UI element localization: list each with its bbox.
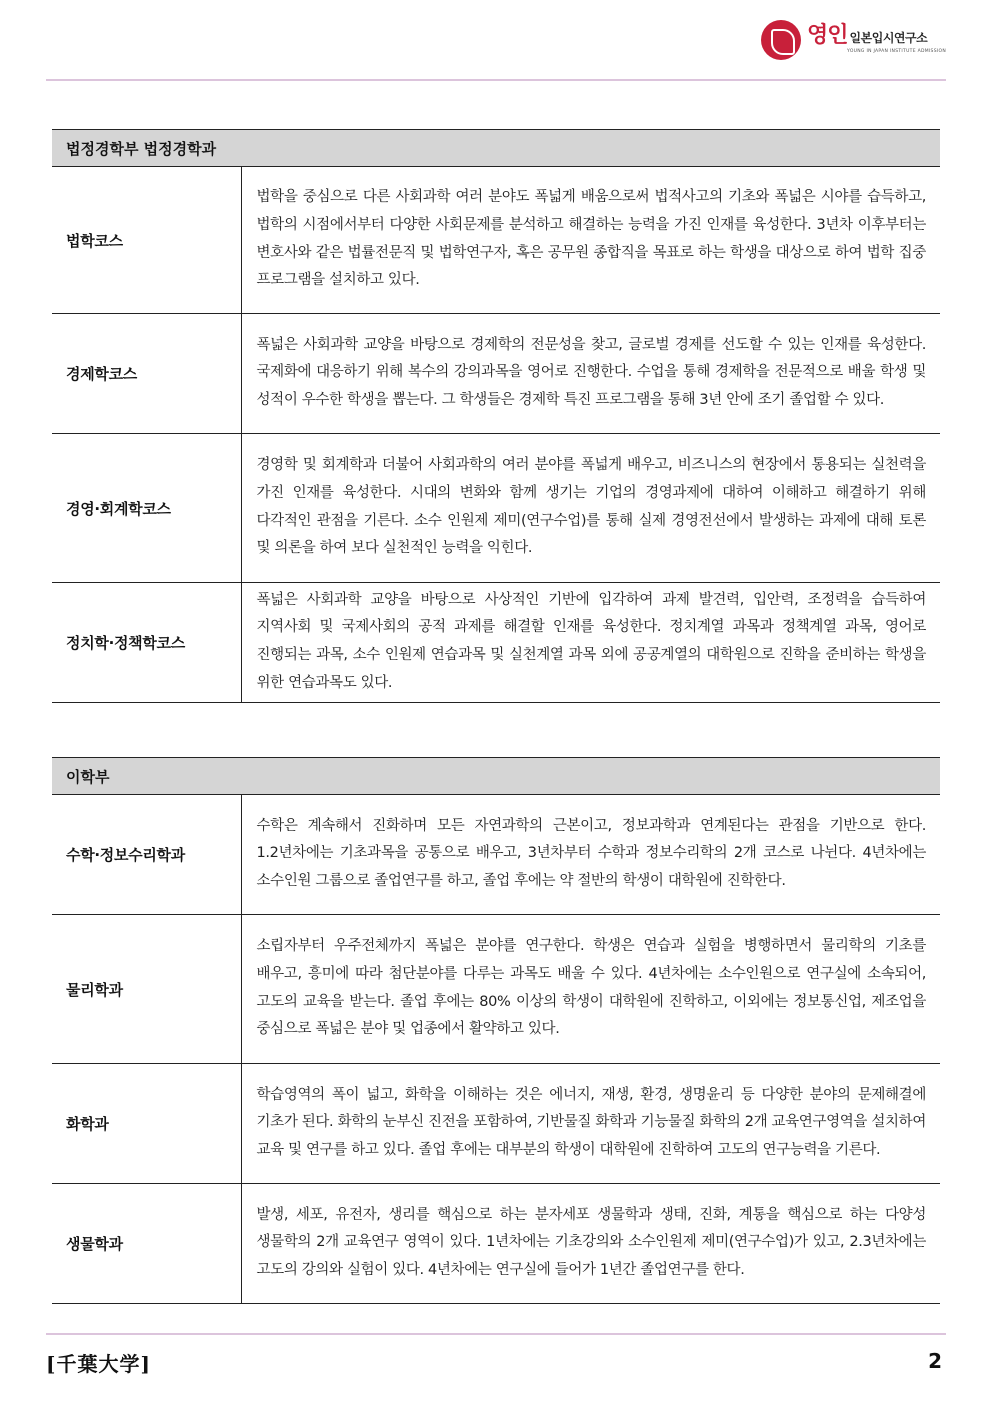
section-law-politics-economics bbox=[52, 129, 940, 703]
course-name: 법학코스 bbox=[52, 167, 241, 314]
course-name: 경영·회계학코스 bbox=[52, 434, 241, 583]
course-description: 법학을 중심으로 다른 사회과학 여러 분야도 폭넓게 배움으로써 법적사고의 기초와 폭넓은 시야를 습득하고, 법학의 시점에서부터 다양한 사회문제를 분석하고 해결하는 능력을 가진 인재를 육성한다. 3년차 이후부터는 변호사와 같은 법률전문직 및 법학연구자, 혹은 공무원 종합직을 목표로 하는 학생을 대상으로 하여 법학 집중 프로그램을 설치하고 있다. bbox=[241, 167, 940, 314]
table-row bbox=[52, 1064, 940, 1184]
course-description: 발생, 세포, 유전자, 생리를 핵심으로 하는 분자세포 생물학과 생태, 진화, 계통을 핵심으로 하는 다양성 생물학의 2개 교육연구 영역이 있다. 1년차에는 기초강의와 소수인원제 제미(연구수업)가 있고, 2.3년차에는 고도의 강의와 실험이 있다. 4년차에는 연구실에 들어가 1년간 졸업연구를 한다. bbox=[241, 1184, 940, 1304]
page-number: 2 bbox=[928, 1349, 942, 1373]
footer-divider bbox=[46, 1333, 946, 1335]
course-name: 경제학코스 bbox=[52, 314, 241, 434]
logo-emblem-icon bbox=[761, 20, 801, 60]
brand-name: 영인 bbox=[807, 23, 848, 49]
table-row bbox=[52, 795, 940, 915]
course-description: 소립자부터 우주전체까지 폭넓은 분야를 연구한다. 학생은 연습과 실험을 병행하면서 물리학의 기초를 배우고, 흥미에 따라 첨단분야를 다루는 과목도 배울 수 있다. 4년차에는 소수인원으로 연구실에 소속되어, 고도의 교육을 받는다. 졸업 후에는 80% 이상의 학생이 대학원에 진학하고, 이외에는 정보통신업, 제조업을 중심으로 폭넓은 분야 및 업종에서 활약하고 있다. bbox=[241, 915, 940, 1064]
brand-logo bbox=[761, 20, 946, 60]
course-description: 학습영역의 폭이 넓고, 화학을 이해하는 것은 에너지, 재생, 환경, 생명윤리 등 다양한 분야의 문제해결에 기초가 된다. 화학의 눈부신 진전을 포함하여, 기반물질 화학과 기능물질 화학의 2개 교육연구영역을 설치하여 교육 및 연구를 하고 있다. 졸업 후에는 대부분의 학생이 대학원에 진학하여 고도의 연구능력을 기른다. bbox=[241, 1064, 940, 1184]
brand-subtitle: 일본입시연구소 bbox=[849, 31, 928, 46]
course-name: 화학과 bbox=[52, 1064, 241, 1184]
table-row bbox=[52, 167, 940, 314]
table-row bbox=[52, 915, 940, 1064]
table-row bbox=[52, 1184, 940, 1304]
table-row bbox=[52, 434, 940, 583]
course-description: 수학은 계속해서 진화하며 모든 자연과학의 근본이고, 정보과학과 연계된다는 관점을 기반으로 한다. 1.2년차에는 기초과목을 공통으로 배우고, 3년차부터 수학과 정보수리학의 2개 코스로 나뉜다. 4년차에는 소수인원 그룹으로 졸업연구를 하고, 졸업 후에는 약 절반의 학생이 대학원에 진학한다. bbox=[241, 795, 940, 915]
course-description: 폭넓은 사회과학 교양을 바탕으로 사상적인 기반에 입각하여 과제 발견력, 입안력, 조정력을 습득하여 지역사회 및 국제사회의 공적 과제를 해결할 인재를 육성한다. 정치계열 과목과 정책계열 과목, 영어로 진행되는 과목, 소수 인원제 연습과목 및 실천계열 과목 외에 공공계열의 대학원으로 진학을 준비하는 학생을 위한 연습과목도 있다. bbox=[241, 583, 940, 703]
course-description: 폭넓은 사회과학 교양을 바탕으로 경제학의 전문성을 찾고, 글로벌 경제를 선도할 수 있는 인재를 육성한다. 국제화에 대응하기 위해 복수의 강의과목을 영어로 진행한다. 수업을 통해 경제학을 전문적으로 배울 학생 및 성적이 우수한 학생을 뽑는다. 그 학생들은 경제학 특진 프로그램을 통해 3년 안에 조기 졸업할 수 있다. bbox=[241, 314, 940, 434]
brand-english: YOUNG IN JAPAN INSTITUTE ADMISSION bbox=[847, 49, 946, 55]
course-description: 경영학 및 회계학과 더불어 사회과학의 여러 분야를 폭넓게 배우고, 비즈니스의 현장에서 통용되는 실천력을 가진 인재를 육성한다. 시대의 변화와 함께 생기는 기업의 경영과제에 대하여 이해하고 해결하기 위해 다각적인 관점을 기른다. 소수 인원제 제미(연구수업)를 통해 실제 경영전선에서 발생하는 과제에 대해 토론 및 의론을 하여 보다 실천적인 능력을 익힌다. bbox=[241, 434, 940, 583]
section-title: 법정경학부 법정경학과 bbox=[52, 130, 940, 167]
course-name: 생물학과 bbox=[52, 1184, 241, 1304]
university-label: [千葉大学] bbox=[46, 1352, 151, 1376]
course-name: 수학·정보수리학과 bbox=[52, 795, 241, 915]
logo-text bbox=[807, 25, 946, 55]
header-divider bbox=[46, 79, 946, 81]
section-science bbox=[52, 757, 940, 1304]
course-name: 정치학·정책학코스 bbox=[52, 583, 241, 703]
table-row bbox=[52, 314, 940, 434]
table-row bbox=[52, 583, 940, 703]
course-name: 물리학과 bbox=[52, 915, 241, 1064]
section-title: 이학부 bbox=[52, 758, 940, 795]
page-header bbox=[0, 0, 992, 80]
